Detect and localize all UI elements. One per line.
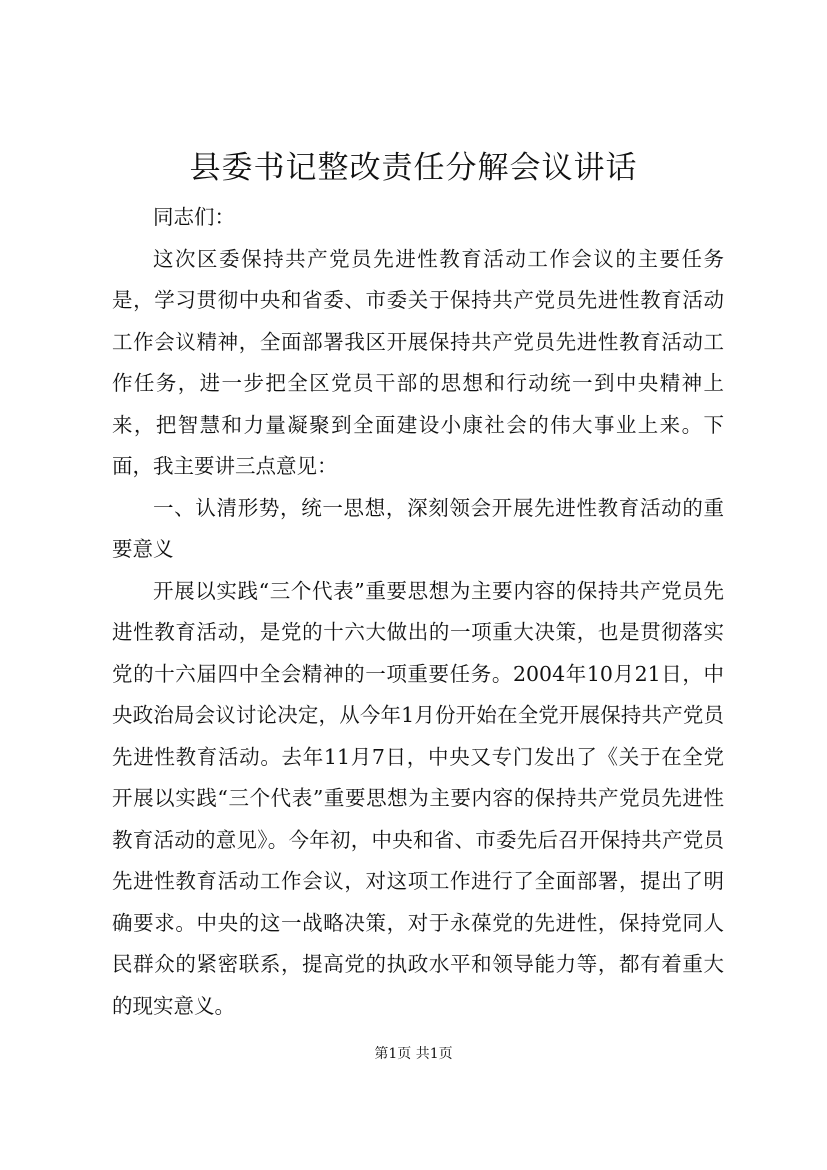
section-heading-paragraph: 一、认清形势，统一思想，深刻领会开展先进性教育活动的重要意义 <box>112 495 724 561</box>
document-body <box>112 197 724 1027</box>
intro-paragraph: 这次区委保持共产党员先进性教育活动工作会议的主要任务是，学习贯彻中央和省委、市委关于保持共产党员先进性教育活动工作会议精神，全面部署我区开展保持共产党员先进性教育活动工作任务，进一步把全区党员干部的思想和行动统一到中央精神上来，把智慧和力量凝聚到全面建设小康社会的伟大事业上来。下面，我主要讲三点意见： <box>112 246 724 478</box>
page-number-footer: 第1页 共1页 <box>374 1046 453 1062</box>
body-paragraph: 开展以实践“三个代表”重要思想为主要内容的保持共产党员先进性教育活动，是党的十六大做出的一项重大决策，也是贯彻落实党的十六届四中全会精神的一项重要任务。2004年10月21日，中央政治局会议讨论决定，从今年1月份开始在全党开展保持共产党员先进性教育活动。去年11月7日，中央又专门发出了《关于在全党开展以实践“三个代表”重要思想为主要内容的保持共产党员先进性教育活动的意见》。今年初，中央和省、市委先后召开保持共产党员先进性教育活动工作会议，对这项工作进行了全面部署，提出了明确要求。中央的这一战略决策，对于永葆党的先进性，保持党同人民群众的紧密联系，提高党的执政水平和领导能力等，都有着重大的现实意义。 <box>112 578 724 1018</box>
document-title: 县委书记整改责任分解会议讲话 <box>189 150 638 186</box>
salutation-paragraph: 同志们： <box>153 205 235 229</box>
